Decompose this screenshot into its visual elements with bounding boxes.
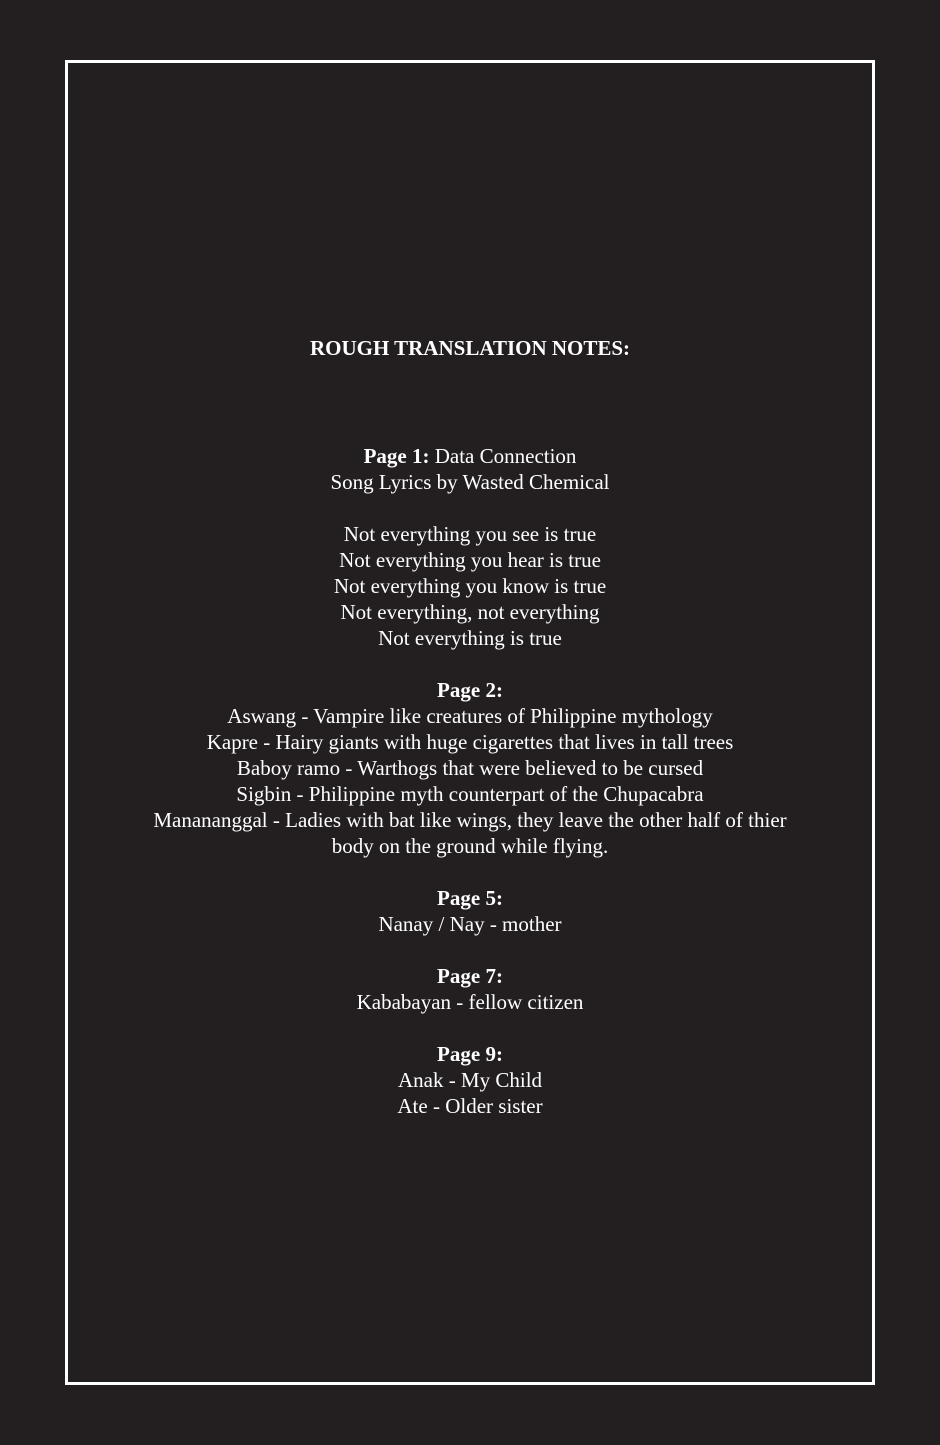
lyric-line: Not everything you know is true [333, 574, 607, 598]
section-page-9 [68, 1041, 872, 1119]
page-1-heading [68, 443, 872, 469]
glossary-line: body on the ground while flying. [331, 834, 609, 858]
glossary-line: Manananggal - Ladies with bat like wings, they leave the other half of thier [153, 808, 787, 832]
lyric-line: Not everything you hear is true [339, 548, 601, 572]
glossary-line: Baboy ramo - Warthogs that were believed to be cursed [236, 756, 704, 780]
page-1-label: Page 1: [363, 444, 430, 468]
page-7-label: Page 7: [437, 964, 503, 988]
section-page-7 [68, 963, 872, 1015]
glossary-line: Aswang - Vampire like creatures of Philippine mythology [227, 704, 713, 728]
translation-notes [68, 335, 872, 1145]
glossary-line: Sigbin - Philippine myth counterpart of the Chupacabra [236, 782, 704, 806]
glossary-line: Kapre - Hairy giants with huge cigarettes that lives in tall trees [206, 730, 734, 754]
section-page-1 [68, 443, 872, 495]
lyrics-block [68, 521, 872, 651]
section-page-5 [68, 885, 872, 937]
glossary-line: Kababayan - fellow citizen [356, 990, 584, 1014]
lyric-line: Not everything you see is true [343, 522, 597, 546]
lyric-line: Not everything is true [378, 626, 562, 650]
lyric-line: Not everything, not everything [340, 600, 600, 624]
page-9-label: Page 9: [437, 1042, 503, 1066]
section-page-2 [68, 677, 872, 859]
page-2-label: Page 2: [437, 678, 503, 702]
glossary-line: Anak - My Child [397, 1068, 543, 1092]
glossary-line: Nanay / Nay - mother [378, 912, 562, 936]
glossary-line: Ate - Older sister [397, 1094, 543, 1118]
notes-title: ROUGH TRANSLATION NOTES: [309, 336, 631, 360]
page-1-subtitle: Song Lyrics by Wasted Chemical [330, 470, 610, 494]
page-5-label: Page 5: [437, 886, 503, 910]
page-1-title: Data Connection [429, 444, 577, 468]
